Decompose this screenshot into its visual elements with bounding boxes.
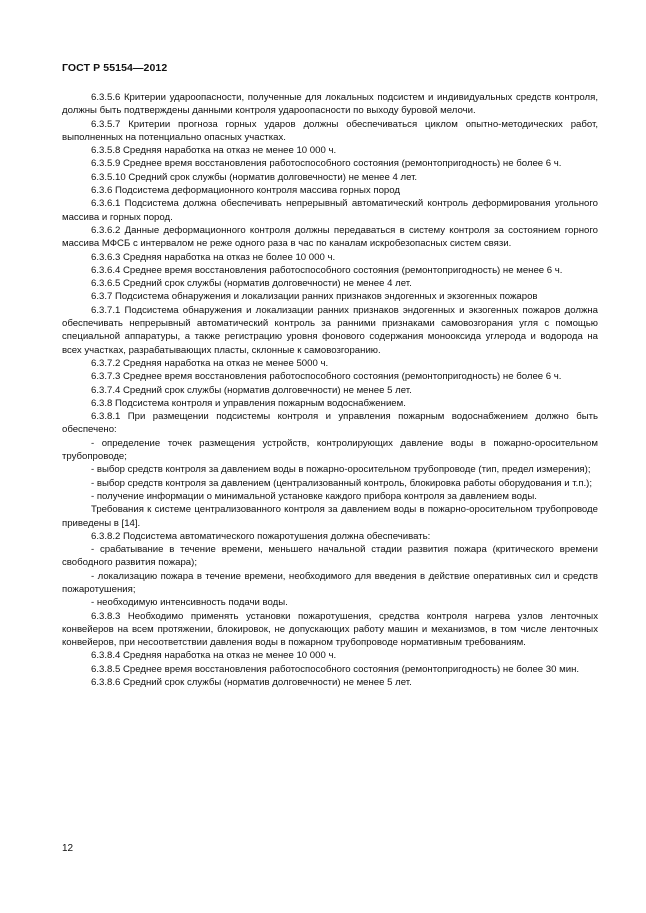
- list-item: - выбор средств контроля за давлением (централизованный контроль, блокировка работы оборудования и т.п.);: [91, 477, 593, 489]
- list-item: - получение информации о минимальной установке каждого прибора контроля за давлением воды.: [91, 490, 537, 502]
- paragraph: 6.3.6.5 Средний срок службы (норматив долговечности) не менее 4 лет.: [91, 278, 412, 290]
- paragraph: 6.3.6.4 Среднее время восстановления работоспособного состояния (ремонтопригодность) не менее 6 ч.: [91, 264, 563, 276]
- body-text: [62, 91, 598, 689]
- paragraph: 6.3.7.4 Средний срок службы (норматив долговечности) не менее 5 лет.: [91, 384, 412, 396]
- paragraph: 6.3.5.6 Критерии удароопасности, полученные для локальных подсистем и индивидуальных средств контроля, должны быть подтверждены данными контроля удароопасности по выходу буровой мелочи.: [62, 92, 598, 117]
- paragraph: 6.3.6.3 Средняя наработка на отказ не более 10 000 ч.: [91, 251, 336, 263]
- list-item: - выбор средств контроля за давлением воды в пожарно-оросительном трубопроводе (тип, предел измерения);: [91, 464, 591, 476]
- paragraph: 6.3.5.9 Среднее время восстановления работоспособного состояния (ремонтопригодность) не более 6 ч.: [91, 158, 562, 170]
- list-item: - определение точек размещения устройств, контролирующих давление воды в пожарно-оросительном трубопроводе;: [62, 437, 598, 463]
- paragraph: 6.3.7.1 Подсистема обнаружения и локализации ранних признаков эндогенных и экзогенных пожаров должна обеспечивать непрерывный автоматический контроль за ранними признаками самовозгорания угля с помощью специальной аппаратуры, а также регистрацию уровня фонового содержания монооксида углерода и водорода на всех участках, разрабатывающих пласты, склонные к самовозгоранию.: [62, 304, 598, 356]
- paragraph: 6.3.8.3 Необходимо применять установки пожаротушения, средства контроля нагрева узлов ленточных конвейеров на всем протяжении, блокировок, не допускающих работу машин и механизмов, в том числе ленточных конвейеров, при несоответствии давления воды в пожарном трубопроводе нормативным требованиям.: [62, 610, 598, 649]
- paragraph: 6.3.7.3 Среднее время восстановления работоспособного состояния (ремонтопригодность) не более 6 ч.: [91, 371, 562, 383]
- paragraph: 6.3.8.4 Средняя наработка на отказ не менее 10 000 ч.: [91, 650, 337, 662]
- paragraph: 6.3.8.6 Средний срок службы (норматив долговечности) не менее 5 лет.: [91, 677, 412, 689]
- list-item: - срабатывание в течение времени, меньшего начальной стадии развития пожара (критического времени свободного развития пожара);: [62, 544, 598, 569]
- paragraph: 6.3.5.10 Средний срок службы (норматив долговечности) не менее 4 лет.: [91, 171, 418, 183]
- page-number: 12: [62, 843, 74, 854]
- paragraph: 6.3.8.2 Подсистема автоматического пожаротушения должна обеспечивать:: [91, 530, 431, 542]
- section-heading: 6.3.8 Подсистема контроля и управления пожарным водоснабжением.: [91, 397, 406, 409]
- paragraph: 6.3.7.2 Средняя наработка на отказ не менее 5000 ч.: [91, 357, 329, 369]
- section-heading: 6.3.6 Подсистема деформационного контроля массива горных пород: [91, 185, 400, 197]
- list-item: - локализацию пожара в течение времени, необходимого для введения в действие оперативных сил и средств пожаротушения;: [62, 570, 598, 595]
- section-heading: 6.3.7 Подсистема обнаружения и локализации ранних признаков эндогенных и экзогенных пожаров: [91, 291, 538, 303]
- paragraph: 6.3.6.2 Данные деформационного контроля должны передаваться в систему контроля за состоянием горного массива МФСБ с интервалом не реже одного раза в час по каналам искробезопасных систем связи.: [62, 224, 598, 250]
- paragraph: 6.3.8.1 При размещении подсистемы контроля и управления пожарным водоснабжением должно быть обеспечено:: [62, 411, 598, 436]
- paragraph: 6.3.6.1 Подсистема должна обеспечивать непрерывный автоматический контроль деформирования угольного массива и горных пород.: [62, 198, 598, 223]
- paragraph: 6.3.5.7 Критерии прогноза горных ударов должны обеспечиваться циклом опытно-методических работ, выполненных на потенциально опасных участках.: [62, 118, 598, 143]
- standard-header: ГОСТ Р 55154—2012: [62, 62, 168, 74]
- paragraph: 6.3.8.5 Среднее время восстановления работоспособного состояния (ремонтопригодность) не более 30 мин.: [91, 663, 580, 675]
- paragraph: Требования к системе централизованного контроля за давлением воды в пожарно-оросительном трубопроводе приведены в [14].: [62, 504, 598, 529]
- paragraph: 6.3.5.8 Средняя наработка на отказ не менее 10 000 ч.: [91, 145, 337, 157]
- list-item: - необходимую интенсивность подачи воды.: [91, 597, 288, 609]
